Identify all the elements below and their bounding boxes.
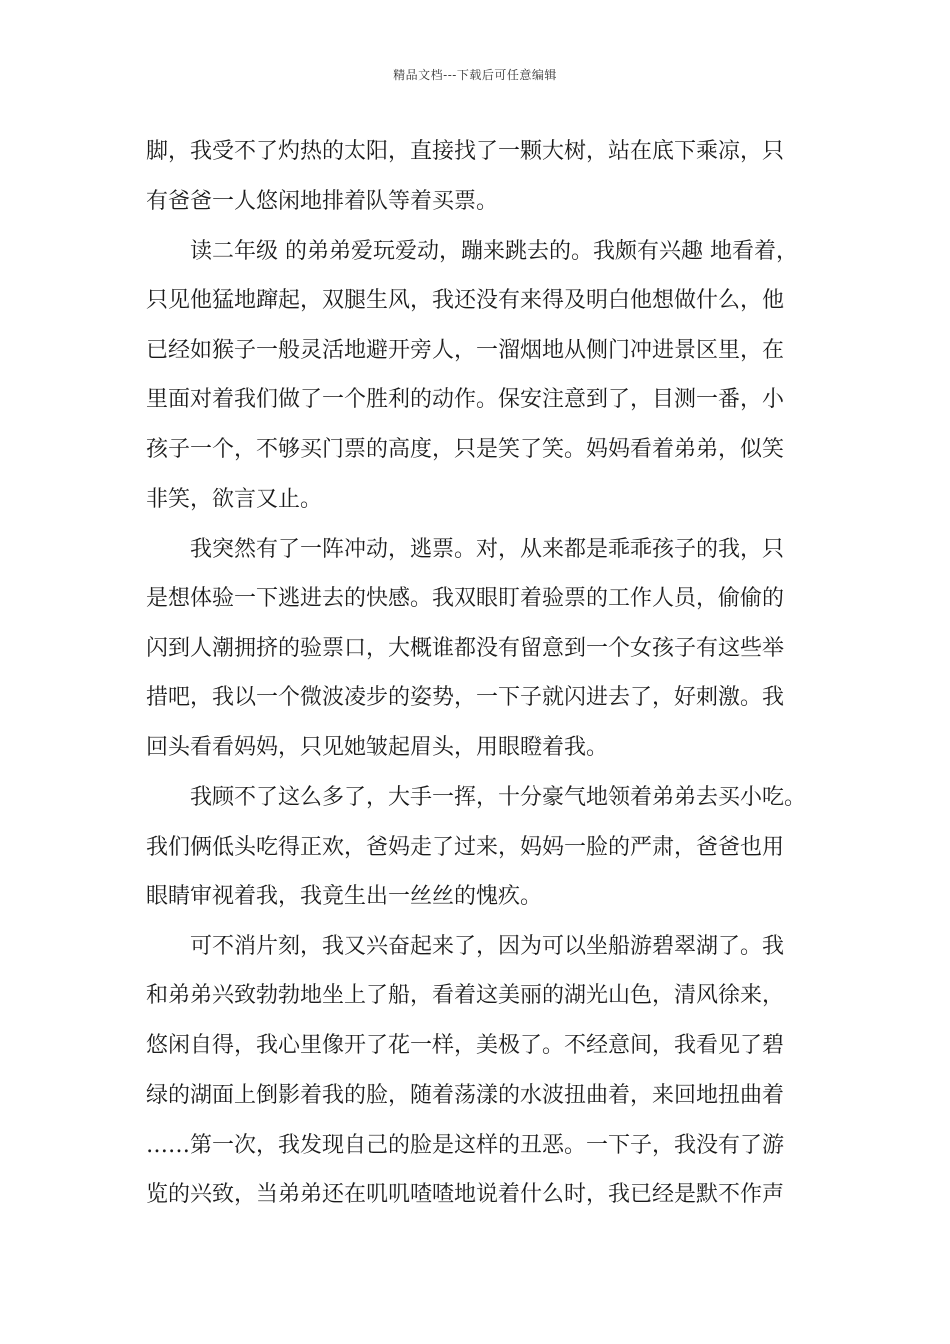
text-line: 眼睛审视着我，我竟生出一丝丝的愧疚。 [146, 884, 543, 909]
text-line: 已经如猴子一般灵活地避开旁人，一溜烟地从侧门冲进景区里，在 [146, 338, 785, 363]
text-line: 脚，我受不了灼热的太阳，直接找了一颗大树，站在底下乘凉，只 [146, 139, 785, 164]
text-line: ……第一次，我发现自己的脸是这样的丑恶。一下子，我没有了游 [146, 1133, 785, 1158]
text-line: 只见他猛地蹿起，双腿生风，我还没有来得及明白他想做什么，他 [146, 288, 785, 313]
text-line: 措吧，我以一个微波凌步的姿势，一下子就闪进去了，好刺激。我 [146, 685, 785, 710]
text-line: 我突然有了一阵冲动，逃票。对，从来都是乖乖孩子的我，只 [146, 537, 785, 562]
text-line: 里面对着我们做了一个胜利的动作。保安注意到了，目测一番，小 [146, 387, 785, 412]
text-line: 非笑，欲言又止。 [146, 487, 323, 512]
text-line: 闪到人潮拥挤的验票口，大概谁都没有留意到一个女孩子有这些举 [146, 636, 785, 661]
text-line: 我顾不了这么多了，大手一挥，十分豪气地领着弟弟去买小吃。 [146, 785, 807, 810]
page-header: 精品文档---下载后可任意编辑 [393, 68, 557, 82]
text-line: 孩子一个，不够买门票的高度，只是笑了笑。妈妈看着弟弟，似笑 [146, 437, 785, 462]
text-line: 回头看看妈妈，只见她皱起眉头，用眼瞪着我。 [146, 735, 609, 760]
text-line: 是想体验一下逃进去的快感。我双眼盯着验票的工作人员，偷偷的 [146, 586, 785, 611]
text-line: 悠闲自得，我心里像开了花一样，美极了。不经意间，我看见了碧 [146, 1033, 785, 1058]
text-line: 绿的湖面上倒影着我的脸，随着荡漾的水波扭曲着，来回地扭曲着 [146, 1083, 785, 1108]
text-line: 有爸爸一人悠闲地排着队等着买票。 [146, 189, 499, 214]
text-line: 我们俩低头吃得正欢，爸妈走了过来，妈妈一脸的严肃，爸爸也用 [146, 835, 785, 860]
text-line: 览的兴致，当弟弟还在叽叽喳喳地说着什么时，我已经是默不作声 [146, 1182, 785, 1207]
text-line: 读二年级 的弟弟爱玩爱动，蹦来跳去的。我颇有兴趣 地看着， [146, 239, 798, 264]
text-line: 可不消片刻，我又兴奋起来了，因为可以坐船游碧翠湖了。我 [146, 934, 785, 959]
text-line: 和弟弟兴致勃勃地坐上了船，看着这美丽的湖光山色，清风徐来， [146, 983, 785, 1008]
